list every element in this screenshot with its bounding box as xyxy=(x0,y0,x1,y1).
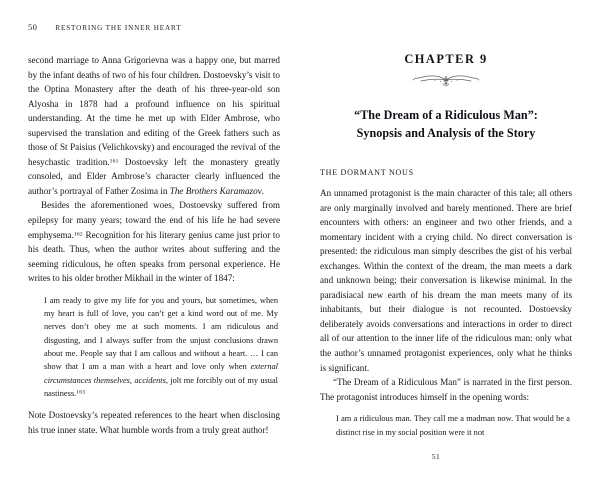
running-head-title: RESTORING THE INNER HEART xyxy=(55,24,182,32)
page-right xyxy=(300,0,600,477)
folio-bottom-right: 51 xyxy=(431,452,441,461)
blockquote-dostoevsky-letter xyxy=(28,294,280,400)
running-head-left xyxy=(28,22,280,35)
left-body-column xyxy=(28,53,280,437)
right-blockquote-text: I am a ridiculous man. They call me a madman now. That would be a distinct rise in my social position were it not xyxy=(336,414,570,437)
paragraph-2-text-b: Recognition for his literary genius came just prior to his death. Thus, when the author writes about suffering and the seeming ridiculous, he often speaks from personal experience. He writes to his older brother Mikhail in the winter of 1847: xyxy=(28,229,280,284)
paragraph-3: Note Dostoevsky’s repeated references to the heart when disclosing his true inner state. What humble words from a truly great author! xyxy=(28,410,280,435)
section-heading: THE DORMANT NOUS xyxy=(320,168,414,177)
paragraph-1-text-b: Dostoevsky left the monastery greatly consoled, and Elder Ambrose’s character clearly influenced the author’s portrayal of Father Zosima in xyxy=(28,156,280,196)
footnote-marker-161[interactable]: 161 xyxy=(109,158,119,165)
floral-divider-ornament-icon xyxy=(409,72,483,88)
chapter-title-line-1: “The Dream of a Ridiculous Man”: xyxy=(354,108,538,122)
right-paragraph-1: An unnamed protagonist is the main character of this tale; all others are only marginally involved and barely mentioned. There are brief encounters with others: an engineer and two other friends, and a momentary incident with a crying child. No direct conversation is presented: the ridiculous man simply describes the gist of his verbal exchanges. Within the context of the dream, the man meets a dark and unknown being; their conversation is likewise minimal. In the paradisiacal new earth of his dream the man meets many of its inhabitants, but their dialogue is not recounted. Dostoevsky deliberately avoids conversations and interactions in order to direct all of our attention to the inner life of the ridiculous man: only what the author’s unnamed protagonist experiences, only what he thinks is significant. xyxy=(320,188,572,373)
chapter-opener xyxy=(320,22,572,142)
chapter-number: CHAPTER 9 xyxy=(404,52,488,66)
quote-text-a: I am ready to give my life for you and yours, but sometimes, when my heart is full of love, you can’t get a kind word out of me. My nerves don’t obey me at such moments. I am ridiculous and disgusting, and I always suffer from the unjust conclusions drawn about me. People say that I am callous and without a heart. … I can show that I am a man with a heart and love only when xyxy=(44,295,278,372)
right-paragraph-2: “The Dream of a Ridiculous Man” is narrated in the first person. The protagonist introduces himself in the opening words: xyxy=(320,377,572,402)
footnote-marker-162[interactable]: 162 xyxy=(73,231,83,238)
paragraph-1-text-a: second marriage to Anna Grigorievna was a happy one, but marred by the infant deaths of two of his four children. Dostoevsky’s visit to the Optina Monastery after the death of his three-year-old son Alyosha in 1878 had a profound influence on his spiritual understanding. At the time he met up with Elder Ambrose, who supervised the translation and editing of the Greek fathers such as those of St Paisius (Velichkovsky) and encouraged the revival of the hesychastic tradition. xyxy=(28,55,280,167)
paragraph-2-text-a: Besides the aforementioned woes, Dostoevsky suffered from epilepsy for many years; toward the end of his life he had severe emphysema. xyxy=(28,200,280,240)
folio-top-left: 50 xyxy=(28,22,38,32)
quote-italic-phrase: external circumstances themselves, accidents, xyxy=(44,362,278,385)
right-body-column xyxy=(320,186,572,439)
chapter-title xyxy=(320,107,572,142)
quote-text-b: jolt me forcibly out of my usual nastiness. xyxy=(44,375,278,398)
paragraph-2 xyxy=(28,198,280,285)
blockquote-text xyxy=(44,294,278,400)
footnote-marker-163[interactable]: 163 xyxy=(76,389,86,396)
book-title-karamazov: The Brothers Karamazov xyxy=(169,185,262,196)
chapter-title-line-2: Synopsis and Analysis of the Story xyxy=(356,125,536,140)
blockquote-opening-words xyxy=(320,412,572,439)
paragraph-1-end: . xyxy=(261,185,264,196)
paragraph-continued xyxy=(28,53,280,198)
